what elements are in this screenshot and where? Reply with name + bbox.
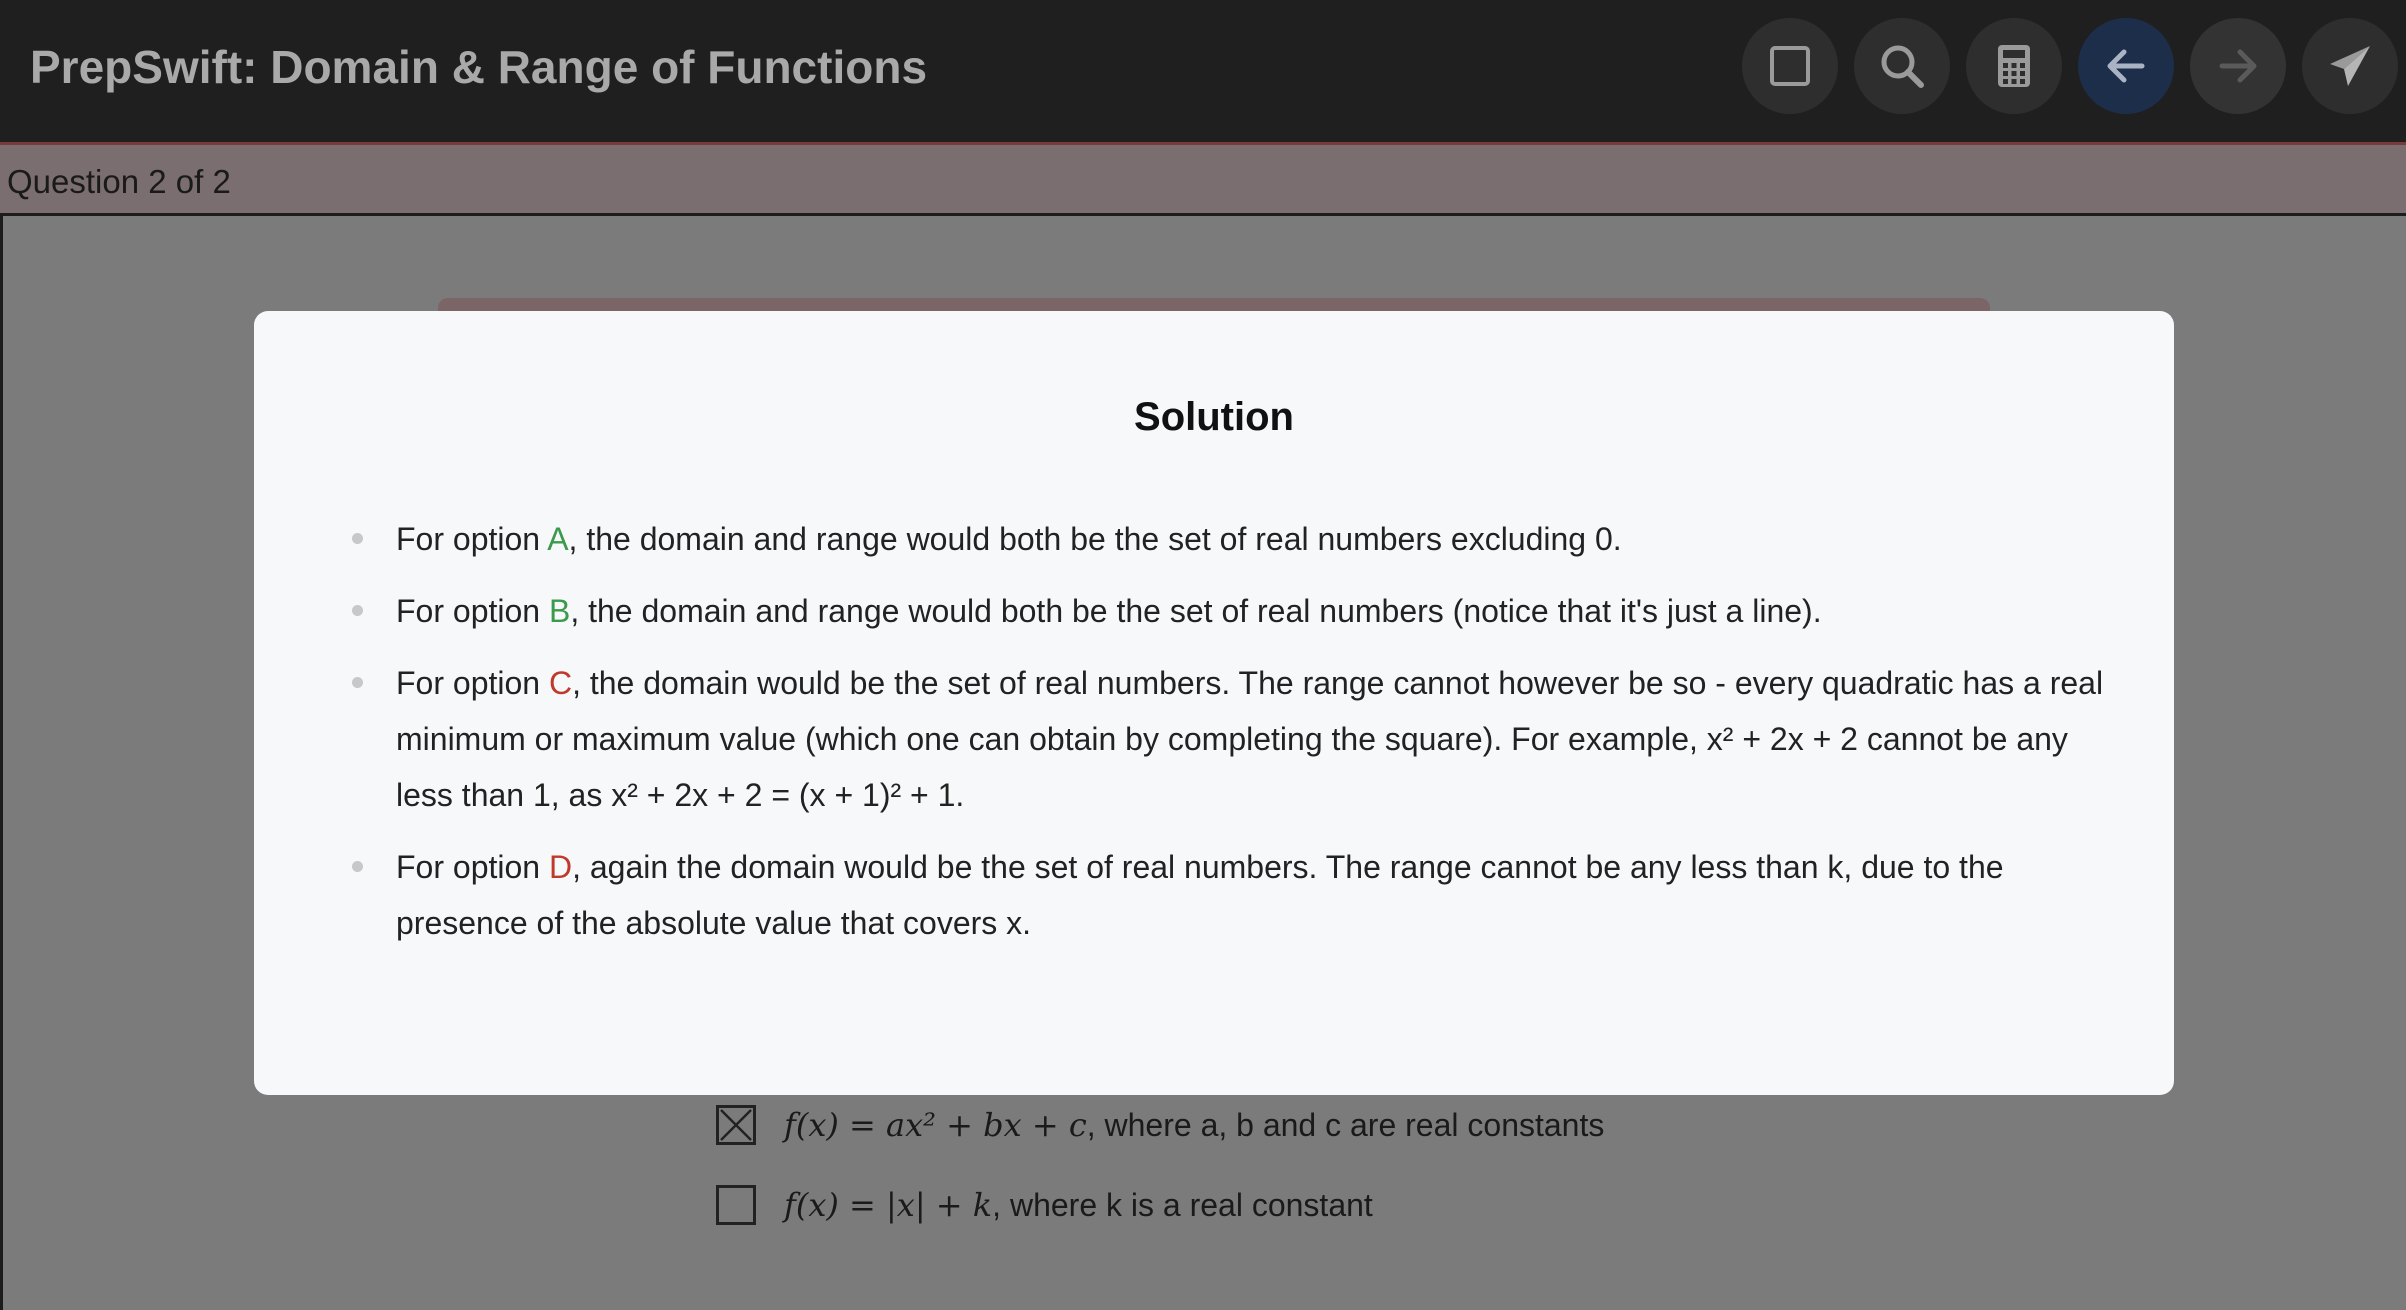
solution-text: , the domain and range would both be the set of real numbers excluding 0. <box>568 521 1622 557</box>
bullet-dot <box>352 605 363 616</box>
previous-button[interactable] <box>2078 18 2174 114</box>
question-counter: Question 2 of 2 <box>7 163 231 200</box>
solution-list <box>352 511 2112 967</box>
calculator-button[interactable] <box>1966 18 2062 114</box>
arrow-right-icon <box>2214 42 2262 90</box>
toggle-view-button[interactable] <box>1742 18 1838 114</box>
square-icon <box>1766 42 1814 90</box>
solution-prefix: For option <box>396 665 549 701</box>
option-letter-c: C <box>548 665 573 701</box>
option-suffix: , where a, b and c are real constants <box>1086 1106 1605 1143</box>
option-formula: f(x) = |x| + k <box>784 1186 993 1224</box>
solution-item-c <box>352 655 2112 823</box>
option-letter-d: D <box>548 849 573 885</box>
solution-prefix: For option <box>396 849 549 885</box>
x-mark-icon <box>719 1108 753 1142</box>
solution-item-b <box>352 583 2112 639</box>
top-bar <box>0 0 2406 145</box>
solution-text: , the domain and range would both be the set of real numbers (notice that it's just a line). <box>570 593 1822 629</box>
calculator-icon <box>1990 42 2038 90</box>
option-formula: f(x) = ax² + bx + c <box>784 1106 1087 1144</box>
search-button[interactable] <box>1854 18 1950 114</box>
search-icon <box>1878 42 1926 90</box>
solution-prefix: For option <box>396 593 549 629</box>
solution-text: , the domain would be the set of real numbers. The range cannot however be so - every quadratic has a real minimum or maximum value (which one can obtain by completing the square). For example, x² + 2x + 2 cannot be any less than 1, as x² + 2x + 2 = (x + 1)² + 1. <box>396 665 2104 813</box>
submit-button[interactable] <box>2302 18 2398 114</box>
option-letter-b: B <box>548 593 571 629</box>
send-icon <box>2326 42 2374 90</box>
answer-option-d[interactable] <box>716 1182 1373 1228</box>
solution-text: , again the domain would be the set of real numbers. The range cannot be any less than k, due to the presence of the absolute value that covers x. <box>396 849 2004 941</box>
solution-item-a <box>352 511 2112 567</box>
checkbox-checked[interactable] <box>716 1105 756 1145</box>
arrow-left-icon <box>2102 42 2150 90</box>
solution-prefix: For option <box>396 521 548 557</box>
next-button[interactable] <box>2190 18 2286 114</box>
bullet-dot <box>352 533 363 544</box>
question-status-bar <box>0 145 2406 216</box>
bullet-dot <box>352 677 363 688</box>
solution-modal <box>254 311 2174 1095</box>
app-title: PrepSwift: Domain & Range of Functions <box>30 41 928 93</box>
option-suffix: , where k is a real constant <box>992 1186 1373 1223</box>
answer-option-c[interactable] <box>716 1102 1604 1148</box>
bullet-dot <box>352 861 363 872</box>
checkbox-unchecked[interactable] <box>716 1185 756 1225</box>
option-letter-a: A <box>547 521 569 557</box>
solution-item-d <box>352 839 2112 951</box>
modal-title: Solution <box>1134 395 1294 439</box>
